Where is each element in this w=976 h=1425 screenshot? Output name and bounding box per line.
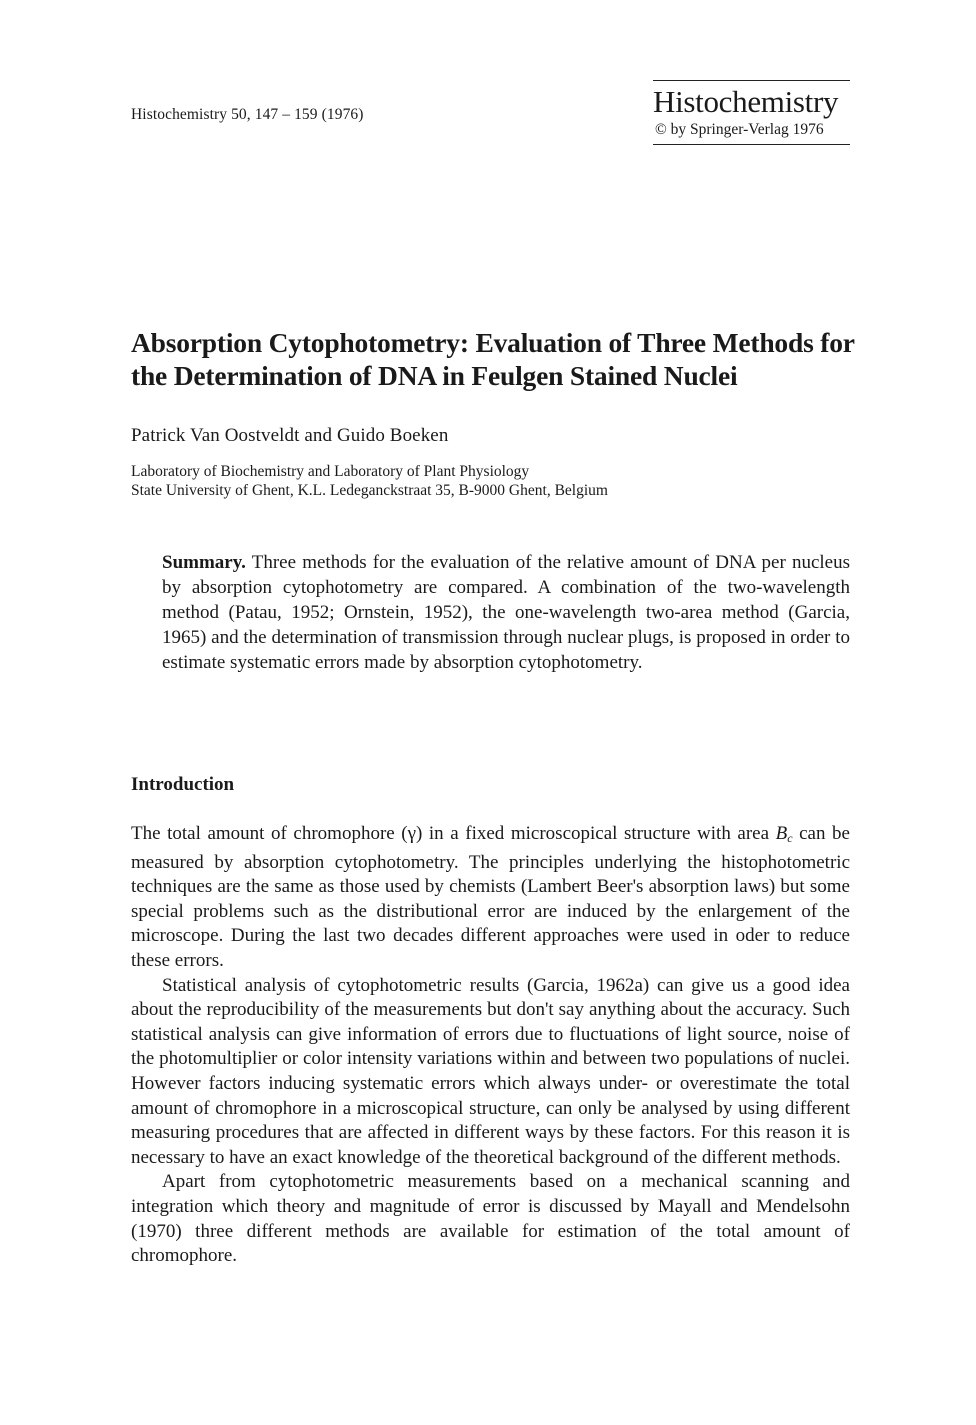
journal-citation: Histochemistry 50, 147 – 159 (1976) <box>131 106 364 123</box>
article-authors: Patrick Van Oostveldt and Guido Boeken <box>131 425 449 446</box>
paragraph <box>131 822 850 974</box>
paragraph-text: The total amount of chromophore (γ) in a fixed microscopical structure with area <box>131 823 776 844</box>
article-title: Absorption Cytophotometry: Evaluation of Three Methods for the Determination of DNA in Feulgen Stained Nuclei <box>131 327 855 391</box>
publisher-copyright: © by Springer-Verlag 1976 <box>655 121 824 138</box>
summary-label: Summary. <box>162 552 246 573</box>
introduction-body <box>131 822 850 1269</box>
paragraph: Apart from cytophotometric measurements based on a mechanical scanning and integration which theory and magnitude of error is discussed by Mayall and Mendelsohn (1970) three different methods are available for estimation of the total amount of chromophore. <box>131 1171 850 1267</box>
article-summary <box>162 550 850 675</box>
math-subscript: c <box>787 831 793 845</box>
journal-masthead <box>653 80 850 145</box>
math-variable: B <box>775 823 788 844</box>
affiliation-line: Laboratory of Biochemistry and Laboratory of Plant Physiology <box>131 463 530 480</box>
author-affiliation <box>131 462 608 500</box>
summary-text: Three methods for the evaluation of the relative amount of DNA per nucleus by absorption cytophotometry are compared. A combination of the two-wavelength method (Patau, 1952; Ornstein, 1952), the one-wavelength two-area method (Garcia, 1965) and the determination of transmission through nuclear plugs, is proposed in order to estimate systematic errors made by absorption cytophotometry. <box>162 552 850 673</box>
section-heading-introduction: Introduction <box>131 774 235 795</box>
journal-name: Histochemistry <box>653 84 839 119</box>
paragraph-text: can be measured by absorption cytophotometry. The principles underlying the histophotometric techniques are the same as those used by chemists (Lambert Beer's absorption laws) but some special problems such as the distributional error are induced by the enlargement of the microscope. During the last two decades different approaches were used in oder to reduce these errors. <box>131 823 850 971</box>
paragraph: Statistical analysis of cytophotometric results (Garcia, 1962a) can give us a good idea about the reproducibility of the measurements but don't say anything about the accuracy. Such statistical analysis can give information of errors due to fluctuations of light source, noise of the photomultiplier or color intensity variations within and between two populations of nuclei. However factors inducing systematic errors which always under- or overestimate the total amount of chromophore in a microscopical structure, can only be analysed by using different measuring procedures that are affected in different ways by these factors. For this reason it is necessary to have an exact knowledge of the theoretical background of the different methods. <box>131 974 850 1168</box>
affiliation-line: State University of Ghent, K.L. Ledeganckstraat 35, B-9000 Ghent, Belgium <box>131 482 608 499</box>
